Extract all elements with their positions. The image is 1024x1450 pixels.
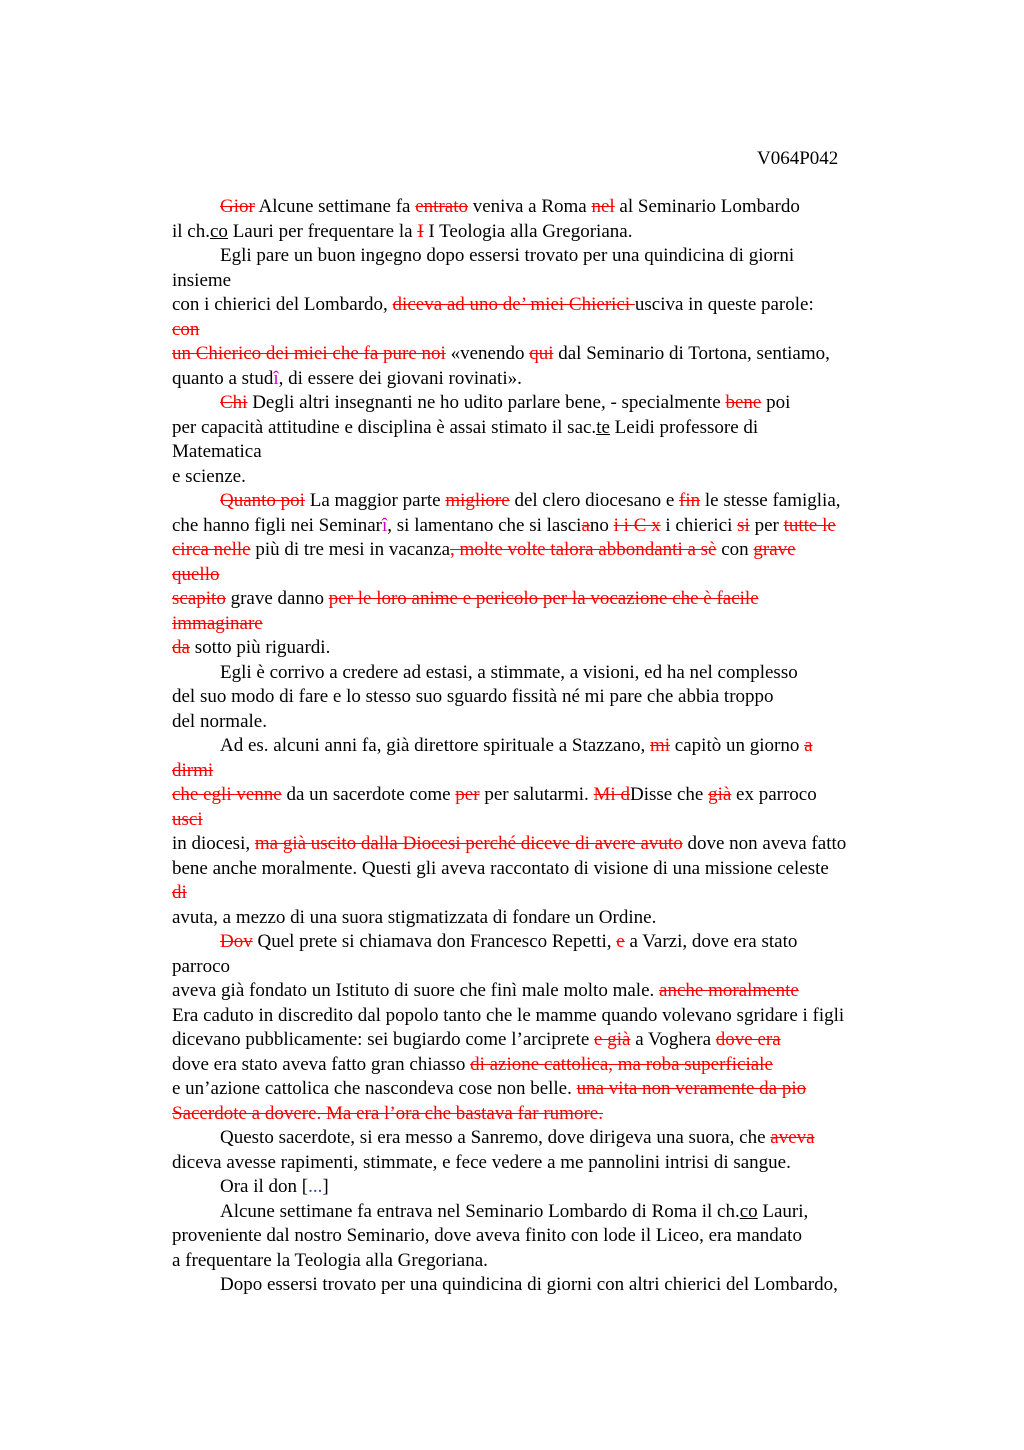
text-line xyxy=(172,1077,912,1102)
text-run: da un sacerdote come xyxy=(281,784,456,805)
text-run: del suo modo di fare e lo stesso suo sguardo fissità né mi pare che abbia troppo xyxy=(172,686,774,707)
text-run: dicevano pubblicamente: sei bugiardo come l’arciprete xyxy=(172,1029,595,1050)
deleted-text: e xyxy=(616,931,625,952)
deleted-text: per xyxy=(455,784,480,805)
text-run: , si lamentano che si lasci xyxy=(387,514,582,536)
text-run: parroco xyxy=(172,955,231,977)
deleted-text: nel xyxy=(591,196,615,217)
deleted-text: Mi d xyxy=(593,784,630,805)
text-line xyxy=(172,465,912,490)
deleted-text: Chi xyxy=(220,392,248,413)
text-line xyxy=(172,1053,912,1078)
text-run: bene anche moralmente. Questi gli aveva raccontato di visione di una missione celeste xyxy=(172,857,829,879)
text-line xyxy=(172,661,912,686)
text-line xyxy=(172,318,912,343)
text-run: e scienze. xyxy=(172,465,246,487)
text-line xyxy=(172,710,912,735)
deleted-text: dirmi xyxy=(172,759,214,781)
text-run: Disse che xyxy=(629,784,709,805)
deleted-text: diceva ad uno de’ miei Chierici xyxy=(392,294,635,315)
deleted-text: migliore xyxy=(445,490,510,511)
text-line xyxy=(172,612,912,637)
text-run: sotto più riguardi. xyxy=(189,637,331,658)
text-run: poi xyxy=(761,392,791,413)
text-run: Alcune settimane fa xyxy=(254,196,416,217)
text-run: Questo sacerdote, si era messo a Sanremo, dove dirigeva una suora, che xyxy=(220,1127,771,1148)
text-run: avuta, a mezzo di una suora stigmatizzata di fondare un Ordine. xyxy=(172,906,657,928)
deleted-text: dove era xyxy=(715,1029,781,1050)
text-line xyxy=(172,391,912,416)
text-line xyxy=(172,1126,912,1151)
text-run: Degli altri insegnanti ne ho udito parlare bene, - specialmente xyxy=(247,392,726,413)
deleted-text: entrato xyxy=(415,196,468,217)
text-run: veniva a Roma xyxy=(467,196,592,217)
text-run: e un’azione cattolica che nascondeva cose non belle. xyxy=(172,1078,577,1099)
text-line xyxy=(172,685,912,710)
page-identifier: V064P042 xyxy=(757,148,839,169)
text-line xyxy=(172,759,912,784)
text-run: Egli pare un buon ingegno dopo essersi trovato per una quindicina di giorni xyxy=(220,245,795,266)
text-run: aveva già fondato un Istituto di suore che finì male molto male. xyxy=(172,980,660,1001)
deleted-text: scapito xyxy=(172,588,226,609)
text-line xyxy=(172,416,912,441)
deleted-text: usci xyxy=(172,808,203,830)
deleted-text: per le loro anime e pericolo per la vocazione che è facile xyxy=(328,588,759,609)
text-run: che hanno figli nei Seminar xyxy=(172,514,382,536)
text-run: Era caduto in discredito dal popolo tanto che le mamme quando volevano sgridare i figli xyxy=(172,1004,845,1026)
deleted-text: a xyxy=(581,514,590,536)
text-line xyxy=(172,832,912,857)
deleted-text: Sacerdote a dovere. Ma era l’ora che bastava far rumore. xyxy=(172,1102,603,1124)
deleted-text: si xyxy=(737,514,750,536)
deleted-text: I xyxy=(417,220,424,242)
underlined-text: co xyxy=(210,220,228,242)
text-line xyxy=(172,1224,912,1249)
text-run: Egli è corrivo a credere ad estasi, a stimmate, a visioni, ed ha nel complesso xyxy=(220,661,798,683)
accent-mark: î xyxy=(382,514,388,536)
manuscript-body xyxy=(172,195,912,1298)
text-run: «venendo xyxy=(445,343,530,364)
text-line xyxy=(172,979,912,1004)
text-line xyxy=(172,783,912,808)
text-run: i chierici xyxy=(660,514,738,536)
text-run: La maggior parte xyxy=(304,490,446,511)
text-run: usciva in queste parole: xyxy=(634,294,814,315)
text-line xyxy=(172,734,912,759)
deleted-text: quello xyxy=(172,563,220,585)
text-run: insieme xyxy=(172,269,232,291)
deleted-text: una vita non veramente da pio xyxy=(576,1078,807,1099)
text-line xyxy=(172,293,912,318)
text-line xyxy=(172,1273,912,1298)
text-run: Dopo essersi trovato per una quindicina di giorni con altri chierici del Lombardo, xyxy=(220,1274,838,1295)
text-run: quanto a stud xyxy=(172,367,274,389)
text-run: , di essere dei giovani rovinati». xyxy=(278,367,522,389)
deleted-text: già xyxy=(708,784,732,805)
ellipsis-text: ... xyxy=(308,1176,323,1197)
text-run: per salutarmi. xyxy=(479,784,594,805)
text-line xyxy=(172,538,912,563)
text-line xyxy=(172,514,912,539)
text-line xyxy=(172,1175,912,1200)
deleted-text: Gior xyxy=(220,196,255,217)
deleted-text: mi xyxy=(649,735,671,756)
text-run: dove era stato aveva fatto gran chiasso xyxy=(172,1053,471,1075)
text-line xyxy=(172,563,912,588)
deleted-text: anche moralmente xyxy=(659,980,799,1001)
deleted-text: , molte volte talora abbondanti a sè xyxy=(450,539,717,560)
text-line xyxy=(172,1151,912,1176)
text-run: Lauri, xyxy=(757,1200,809,1222)
text-run: più di tre mesi in vacanza xyxy=(250,539,451,560)
text-run: per capacità attitudine e disciplina è assai stimato il sac. xyxy=(172,416,597,438)
text-run: a frequentare la Teologia alla Gregoriana. xyxy=(172,1249,488,1271)
text-line xyxy=(172,489,912,514)
deleted-text: da xyxy=(172,637,190,658)
deleted-text: che egli venne xyxy=(172,784,282,805)
deleted-text: a xyxy=(804,735,813,756)
deleted-text: con xyxy=(172,318,200,340)
text-line xyxy=(172,367,912,392)
deleted-text: i i C x xyxy=(613,514,661,536)
text-run: Quel prete si chiamava don Francesco Repetti, xyxy=(252,931,617,952)
text-line xyxy=(172,857,912,882)
text-run: Alcune settimane fa entrava nel Seminario Lombardo di Roma il ch. xyxy=(220,1200,740,1222)
text-line xyxy=(172,342,912,367)
text-line xyxy=(172,930,912,955)
deleted-text: Quanto poi xyxy=(220,490,305,511)
accent-mark: î xyxy=(273,367,279,389)
text-run: Lauri per frequentare la xyxy=(227,220,418,242)
text-run: Matematica xyxy=(172,441,262,462)
text-line xyxy=(172,906,912,931)
text-line xyxy=(172,1200,912,1225)
text-line xyxy=(172,808,912,833)
text-line xyxy=(172,881,912,906)
deleted-text: di xyxy=(172,882,187,903)
deleted-text: bene xyxy=(725,392,762,413)
text-run: del normale. xyxy=(172,710,267,732)
deleted-text: fin xyxy=(679,490,701,511)
text-run: I Teologia alla Gregoriana. xyxy=(423,220,633,242)
text-run: con i chierici del Lombardo, xyxy=(172,294,393,315)
text-line xyxy=(172,955,912,980)
text-line xyxy=(172,195,912,220)
deleted-text: di azione cattolica, ma roba superficiale xyxy=(470,1053,773,1075)
text-line xyxy=(172,244,912,269)
deleted-text: un Chierico dei miei che fa pure noi xyxy=(172,343,446,364)
text-run: no xyxy=(589,514,614,536)
text-line xyxy=(172,440,912,465)
text-run: ex parroco xyxy=(731,784,817,805)
text-run: il ch. xyxy=(172,220,210,242)
text-line xyxy=(172,269,912,294)
deleted-text: immaginare xyxy=(172,612,263,634)
deleted-text: grave xyxy=(753,539,796,560)
text-line xyxy=(172,1028,912,1053)
text-line xyxy=(172,587,912,612)
deleted-text: Dov xyxy=(220,931,253,952)
underlined-text: co xyxy=(739,1200,758,1222)
text-run: con xyxy=(716,539,754,560)
text-run: Leidi professore di xyxy=(609,416,759,438)
text-run: a Voghera xyxy=(630,1029,716,1050)
text-line xyxy=(172,1004,912,1029)
text-run: ] xyxy=(322,1176,329,1197)
text-run: capitò un giorno xyxy=(670,735,805,756)
text-run: dove non aveva fatto xyxy=(682,833,847,854)
text-run: in diocesi, xyxy=(172,833,255,854)
deleted-text: ma già uscito dalla Diocesi perché diceve di avere avuto xyxy=(254,833,683,854)
text-run: diceva avesse rapimenti, stimmate, e fece vedere a me pannolini intrisi di sangue. xyxy=(172,1151,791,1173)
text-run: al Seminario Lombardo xyxy=(614,196,800,217)
deleted-text: circa nelle xyxy=(172,539,251,560)
deleted-text: e già xyxy=(594,1029,631,1050)
text-run: a Varzi, dove era stato xyxy=(624,931,798,952)
text-run: del clero diocesano e xyxy=(509,490,680,511)
text-run: le stesse famiglia, xyxy=(700,490,841,511)
underlined-text: te xyxy=(596,416,610,438)
text-line xyxy=(172,636,912,661)
text-run: dal Seminario di Tortona, sentiamo, xyxy=(553,343,830,364)
deleted-text: aveva xyxy=(770,1127,815,1148)
text-run: Ad es. alcuni anni fa, già direttore spirituale a Stazzano, xyxy=(220,735,650,756)
text-line xyxy=(172,220,912,245)
text-run: proveniente dal nostro Seminario, dove aveva finito con lode il Liceo, era mandato xyxy=(172,1225,802,1246)
text-run: grave danno xyxy=(225,588,329,609)
text-line xyxy=(172,1102,912,1127)
text-run: per xyxy=(749,514,784,536)
deleted-text: tutte le xyxy=(783,514,836,536)
deleted-text: qui xyxy=(529,343,554,364)
text-run: Ora il don [ xyxy=(220,1176,309,1197)
text-line xyxy=(172,1249,912,1274)
